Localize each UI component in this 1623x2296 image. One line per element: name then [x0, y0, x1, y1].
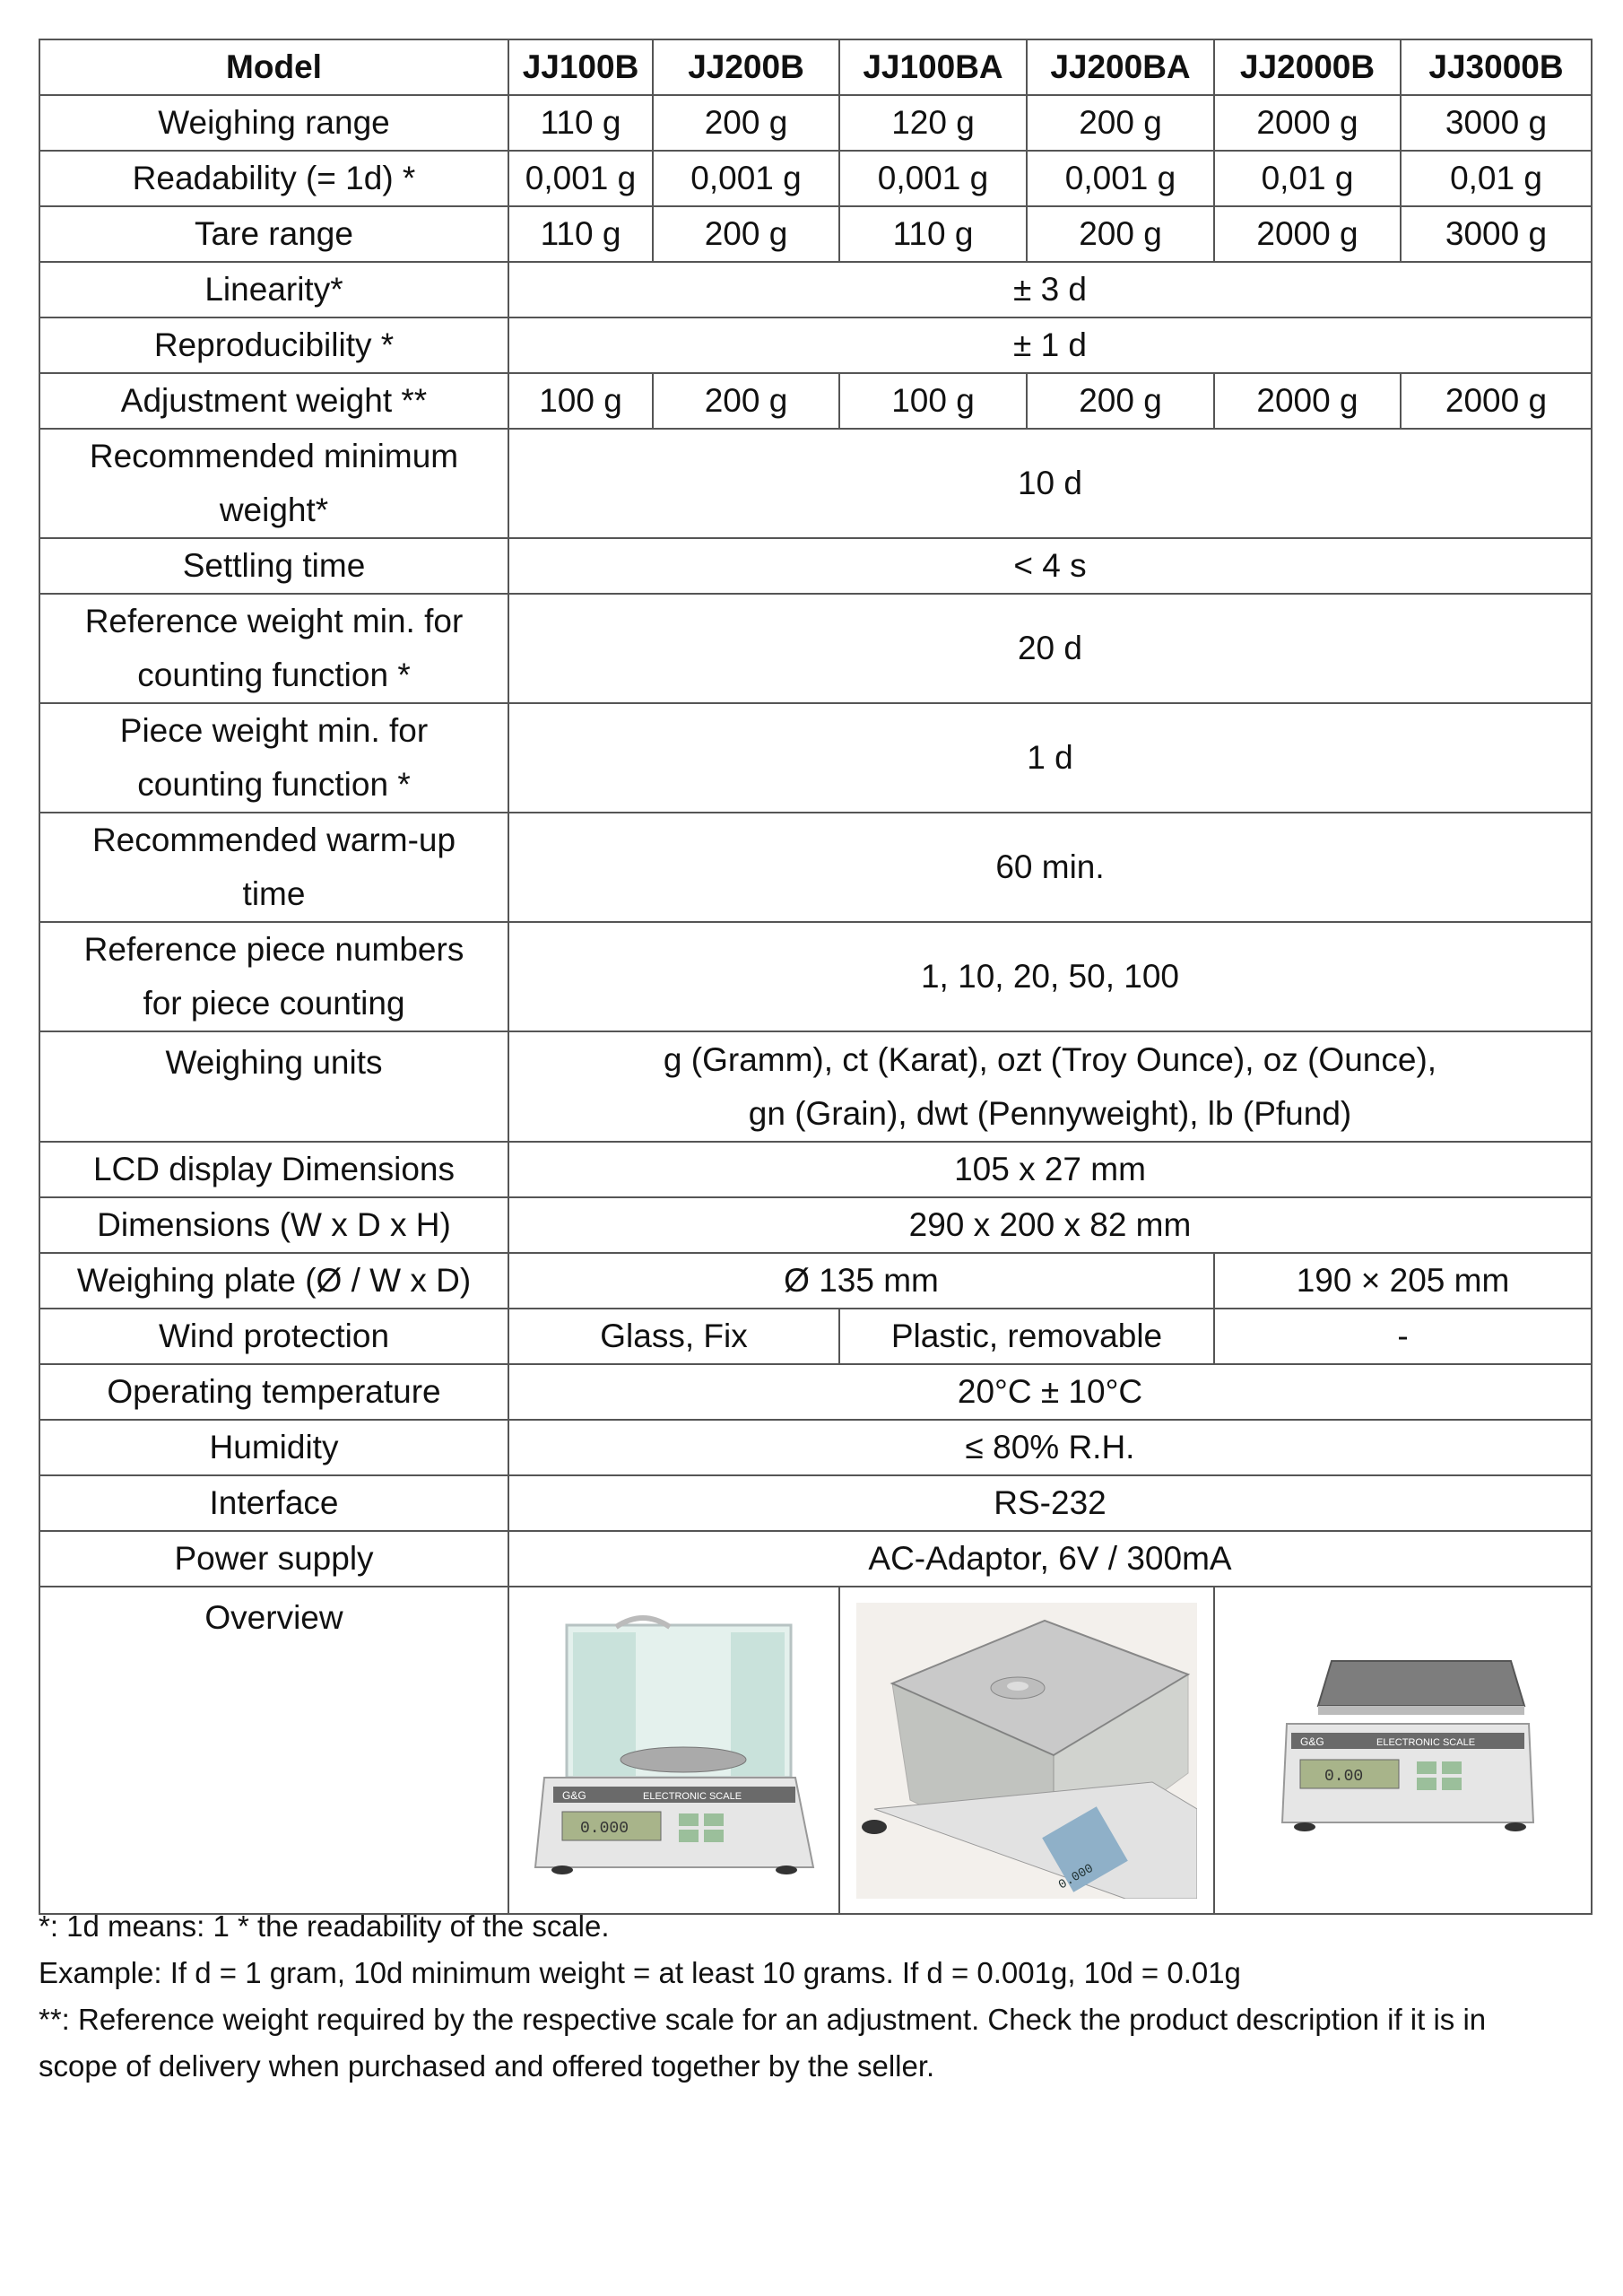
- cell: 200 g: [1027, 95, 1214, 151]
- cell: Ø 135 mm: [508, 1253, 1214, 1309]
- cell: < 4 s: [508, 538, 1592, 594]
- row-overview: [39, 1587, 1592, 1914]
- cell: 0,001 g: [653, 151, 839, 206]
- brand-text: G&G: [1299, 1735, 1324, 1748]
- cell: 3000 g: [1401, 95, 1592, 151]
- cell: AC-Adaptor, 6V / 300mA: [508, 1531, 1592, 1587]
- footnote-line: *: 1d means: 1 * the readability of the scale.: [39, 1909, 610, 1943]
- row-label: Operating temperature: [39, 1364, 508, 1420]
- row-weighing-units: [39, 1031, 1592, 1142]
- label-line: Reference weight min. for: [84, 603, 464, 639]
- row-reproducibility: [39, 317, 1592, 373]
- cell: Plastic, removable: [839, 1309, 1214, 1364]
- row-piece-weight-min: [39, 703, 1592, 813]
- row-settling-time: [39, 538, 1592, 594]
- cell: 20°C ± 10°C: [508, 1364, 1592, 1420]
- spec-table: [39, 39, 1593, 1915]
- label-line: Reference piece numbers: [83, 931, 464, 968]
- cell: RS-232: [508, 1475, 1592, 1531]
- cell: 110 g: [508, 206, 653, 262]
- row-power-supply: [39, 1531, 1592, 1587]
- row-dimensions: [39, 1197, 1592, 1253]
- cell: 290 x 200 x 82 mm: [508, 1197, 1592, 1253]
- label-line: for piece counting: [143, 985, 405, 1022]
- cell: 200 g: [1027, 373, 1214, 429]
- cell: 2000 g: [1214, 95, 1401, 151]
- row-label: Weighing range: [39, 95, 508, 151]
- cell: 0,001 g: [508, 151, 653, 206]
- model-jj200ba: JJ200BA: [1027, 39, 1214, 95]
- row-label: [39, 429, 508, 538]
- row-label: Overview: [39, 1587, 508, 1914]
- cell: 2000 g: [1214, 206, 1401, 262]
- cell: 1, 10, 20, 50, 100: [508, 922, 1592, 1031]
- row-linearity: [39, 262, 1592, 317]
- row-tare-range: [39, 206, 1592, 262]
- row-readability: [39, 151, 1592, 206]
- footnote-line: **: Reference weight required by the respective scale for an adjustment. Check the product description if it is in: [39, 2003, 1487, 2036]
- display-digits: 0.00: [1324, 1767, 1363, 1786]
- cell: 200 g: [1027, 206, 1214, 262]
- row-label: [39, 813, 508, 922]
- cell: 110 g: [508, 95, 653, 151]
- cell: 120 g: [839, 95, 1027, 151]
- display-digits: 0.000: [579, 1819, 629, 1838]
- cell: 100 g: [839, 373, 1027, 429]
- value-line: g (Gramm), ct (Karat), ozt (Troy Ounce), oz (Ounce),: [663, 1040, 1437, 1078]
- photo-cell: [1214, 1587, 1592, 1914]
- cell: ± 1 d: [508, 317, 1592, 373]
- cell: 100 g: [508, 373, 653, 429]
- row-label: Tare range: [39, 206, 508, 262]
- label-line: time: [242, 875, 306, 912]
- label-line: Recommended minimum: [89, 438, 459, 474]
- row-lcd-dims: [39, 1142, 1592, 1197]
- scale-photo-glass-draft-shield: [526, 1607, 822, 1894]
- label-line: weight*: [219, 491, 329, 528]
- cell: 200 g: [653, 206, 839, 262]
- cell: 2000 g: [1214, 373, 1401, 429]
- cell: -: [1214, 1309, 1592, 1364]
- row-label: Dimensions (W x D x H): [39, 1197, 508, 1253]
- header-label: Model: [39, 39, 508, 95]
- row-adjustment-weight: [39, 373, 1592, 429]
- scale-label-text: ELECTRONIC SCALE: [642, 1790, 742, 1802]
- cell: [508, 1031, 1592, 1142]
- cell: 3000 g: [1401, 206, 1592, 262]
- scale-label-text: ELECTRONIC SCALE: [1376, 1736, 1475, 1748]
- model-jj100ba: JJ100BA: [839, 39, 1027, 95]
- cell: 0,01 g: [1401, 151, 1592, 206]
- row-weighing-range: [39, 95, 1592, 151]
- row-label: Interface: [39, 1475, 508, 1531]
- scale-photo-flat-plate: [1269, 1643, 1538, 1858]
- row-label: Reproducibility *: [39, 317, 508, 373]
- label-line: Recommended warm-up: [91, 822, 456, 858]
- row-min-weight: [39, 429, 1592, 538]
- footnote-line: Example: If d = 1 gram, 10d minimum weight = at least 10 grams. If d = 0.001g, 10d = 0.01g: [39, 1956, 1241, 1989]
- row-label: Readability (= 1d) *: [39, 151, 508, 206]
- photo-cell: [839, 1587, 1214, 1914]
- row-label: Weighing plate (Ø / W x D): [39, 1253, 508, 1309]
- row-weighing-plate: [39, 1253, 1592, 1309]
- row-label: Humidity: [39, 1420, 508, 1475]
- model-jj100b: JJ100B: [508, 39, 653, 95]
- row-label: Weighing units: [39, 1031, 508, 1142]
- row-label: Settling time: [39, 538, 508, 594]
- row-label: Adjustment weight **: [39, 373, 508, 429]
- row-ref-weight-min: [39, 594, 1592, 703]
- label-line: Piece weight min. for: [119, 712, 429, 749]
- cell: 0,01 g: [1214, 151, 1401, 206]
- row-label: Linearity*: [39, 262, 508, 317]
- cell: 190 × 205 mm: [1214, 1253, 1592, 1309]
- display-digits: 0.000: [1056, 1861, 1097, 1892]
- row-ref-piece-numbers: [39, 922, 1592, 1031]
- cell: 20 d: [508, 594, 1592, 703]
- cell: ≤ 80% R.H.: [508, 1420, 1592, 1475]
- row-interface: [39, 1475, 1592, 1531]
- row-label: [39, 922, 508, 1031]
- model-jj200b: JJ200B: [653, 39, 839, 95]
- cell: 2000 g: [1401, 373, 1592, 429]
- model-jj2000b: JJ2000B: [1214, 39, 1401, 95]
- cell: 0,001 g: [839, 151, 1027, 206]
- footnotes: [39, 1903, 1590, 2090]
- row-warmup: [39, 813, 1592, 922]
- cell: 200 g: [653, 95, 839, 151]
- row-label: LCD display Dimensions: [39, 1142, 508, 1197]
- cell: 105 x 27 mm: [508, 1142, 1592, 1197]
- row-label: Power supply: [39, 1531, 508, 1587]
- row-operating-temp: [39, 1364, 1592, 1420]
- cell: Glass, Fix: [508, 1309, 839, 1364]
- value-line: gn (Grain), dwt (Pennyweight), lb (Pfund): [748, 1094, 1352, 1132]
- header-row: [39, 39, 1592, 95]
- scale-photo-plastic-shield: [856, 1603, 1197, 1899]
- cell: 110 g: [839, 206, 1027, 262]
- label-line: counting function *: [137, 657, 411, 693]
- cell: 200 g: [653, 373, 839, 429]
- row-label: [39, 703, 508, 813]
- cell: 10 d: [508, 429, 1592, 538]
- photo-cell: [508, 1587, 839, 1914]
- row-label: Wind protection: [39, 1309, 508, 1364]
- cell: ± 3 d: [508, 262, 1592, 317]
- footnote-line: scope of delivery when purchased and offered together by the seller.: [39, 2049, 935, 2083]
- cell: 1 d: [508, 703, 1592, 813]
- row-label: [39, 594, 508, 703]
- model-jj3000b: JJ3000B: [1401, 39, 1592, 95]
- cell: 0,001 g: [1027, 151, 1214, 206]
- brand-text: G&G: [561, 1788, 586, 1802]
- cell: 60 min.: [508, 813, 1592, 922]
- label-line: counting function *: [137, 766, 411, 803]
- row-humidity: [39, 1420, 1592, 1475]
- row-wind-protection: [39, 1309, 1592, 1364]
